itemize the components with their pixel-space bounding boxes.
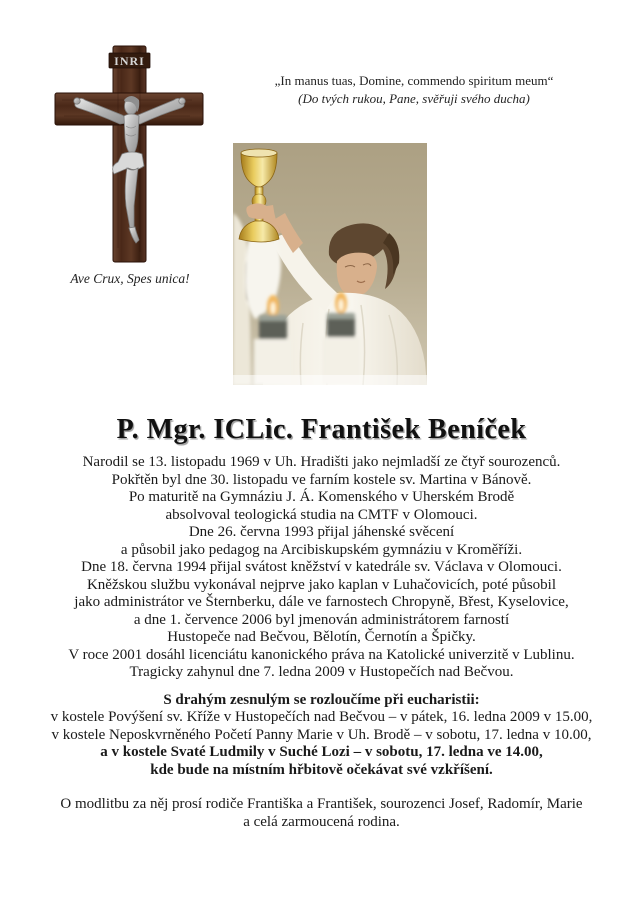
bio-line: jako administrátor ve Šternberku, dále ve farnostech Chropyně, Břest, Kyselovice, xyxy=(74,594,569,610)
quote-czech-translation: (Do tvých rukou, Pane, svěřuji svého ducha) xyxy=(298,91,530,106)
bio-line: Pokřtěn byl dne 30. listopadu ve farním kostele sv. Martina v Bánově. xyxy=(111,471,532,488)
bio-line: Dne 18. června 1994 přijal svátost kněžství v katedrále sv. Václava v Olomouci. xyxy=(81,559,562,575)
deceased-name-title: P. Mgr. ICLic. František Beníček xyxy=(116,414,527,445)
inri-text: INRI xyxy=(114,54,145,68)
bio-line: Hustopeče nad Bečvou, Bělotín, Černotín a Špičky. xyxy=(167,629,476,645)
crucifix-image xyxy=(52,38,208,270)
closing-line: O modlitbu za něj prosí rodiče Františka a František, sourozenci Josef, Radomír, Marie xyxy=(60,796,583,812)
priest-photo xyxy=(233,143,427,385)
bio-line: Po maturitě na Gymnáziu J. Á. Komenského v Uherském Brodě xyxy=(128,489,515,505)
crucifix-caption: Ave Crux, Spes unica! xyxy=(70,271,190,286)
bio-line: Dne 26. června 1993 přijal jáhenské svěcení xyxy=(188,524,455,540)
closing-line: a celá zarmoucená rodina. xyxy=(243,813,400,830)
bio-line: Tragicky zahynul dne 7. ledna 2009 v Hustopečích nad Bečvou. xyxy=(129,664,514,680)
bio-line: absolvoval teologická studia na CMTF v Olomouci. xyxy=(165,506,478,523)
bio-line: Narodil se 13. listopadu 1969 v Uh. Hradišti jako nejmladší ze čtyř sourozenců. xyxy=(82,454,561,470)
bio-line: V roce 2001 dosáhl licenciátu kanonického práva na Katolické univerzitě v Lublinu. xyxy=(68,646,575,663)
farewell-line: v kostele Povýšení sv. Kříže v Hustopečích nad Bečvou – v pátek, 16. ledna 2009 v 15.00, xyxy=(50,709,593,725)
farewell-intro: S drahým zesnulým se rozloučíme při eucharistii: xyxy=(163,691,480,708)
mourners-closing xyxy=(0,796,643,831)
bio-line: a působil jako pedagog na Arcibiskupském gymnáziu v Kroměříži. xyxy=(120,541,523,558)
funeral-services xyxy=(0,692,643,780)
farewell-line: v kostele Neposkvrněného Početí Panny Marie v Uh. Brodě – v sobotu, 17. ledna v 10.00, xyxy=(51,726,592,743)
header-section xyxy=(0,0,643,400)
quote-latin: „In manus tuas, Domine, commendo spiritum meum“ xyxy=(274,73,554,88)
farewell-line-bold: a v kostele Svaté Ludmily v Suché Lozi – v sobotu, 17. ledna ve 14.00, xyxy=(100,744,543,760)
bio-line: a dne 1. července 2006 byl jmenován administrátorem farností xyxy=(133,611,510,628)
opening-quote xyxy=(229,72,599,108)
farewell-line-bold: kde bude na místním hřbitově očekávat své vzkříšení. xyxy=(150,761,493,778)
bio-line: Kněžskou službu vykonával nejprve jako kaplan v Luhačovicích, poté působil xyxy=(86,576,557,593)
biography xyxy=(0,454,643,682)
